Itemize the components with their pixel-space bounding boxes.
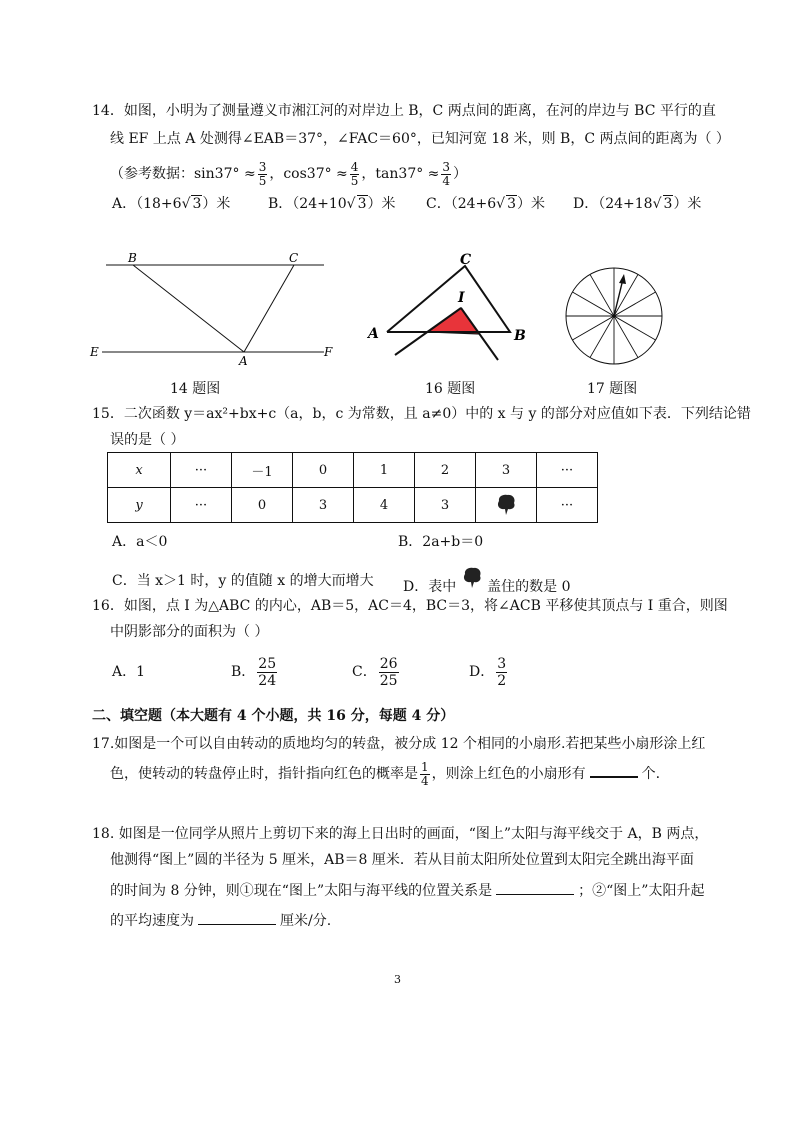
ink-blot-icon — [461, 565, 483, 591]
table-cell: ··· — [171, 453, 232, 488]
fig16-label-b: B — [514, 328, 526, 344]
figure-17 — [564, 266, 664, 366]
fig17-pointer-arrowhead — [619, 274, 626, 284]
fig17-caption: 17 题图 — [587, 381, 638, 397]
q14-option-d: D．（24+18√ 3）米 — [573, 196, 702, 212]
q17-line1: 17.如图是一个可以自由转动的质地均匀的转盘，被分成 12 个相同的小扇形.若把某些小扇形涂上红 — [92, 736, 706, 752]
section-2-heading: 二、填空题（本大题有 4 个小题，共 16 分，每题 4 分） — [92, 708, 455, 724]
q14-reference-data: （参考数据：sin37° ≈ $\frac{3}{5}$ ，cos37° ≈ $\frac{4}{5}$ ，tan37° ≈ $\frac{3}{4}$ ） — [110, 159, 468, 188]
ink-blot-icon — [495, 493, 517, 517]
fig16-label-a: A — [368, 326, 379, 342]
q16-option-a: A．1 — [112, 664, 146, 680]
fig14-segment-ab — [133, 265, 244, 352]
fig17-pointer — [614, 279, 623, 316]
table-cell: 3 — [476, 453, 537, 488]
q18-line4: 的平均速度为 厘米/分. — [110, 910, 331, 931]
fig16-caption: 16 题图 — [425, 381, 476, 397]
q16-option-d: D． $\frac{3}{2}$ — [469, 655, 507, 689]
fig14-label-c: C — [289, 251, 299, 265]
table-cell: y — [108, 488, 171, 523]
table-row — [108, 453, 598, 488]
q17-line2: 色，使转动的转盘停止时，指针指向红色的概率是 $\frac{1}{4}$ ，则涂上红色的小扇形有 个. — [110, 759, 661, 788]
q16-line1: 16．如图，点 I 为△ABC 的内心，AB＝5，AC＝4，BC＝3，将∠ACB 平移使其顶点与 I 重合，则图 — [92, 598, 728, 614]
q15-value-table — [107, 452, 598, 523]
table-cell: －1 — [232, 453, 293, 488]
table-row — [108, 488, 598, 523]
table-cell: 0 — [293, 453, 354, 488]
table-cell: 0 — [232, 488, 293, 523]
q17-answer-blank[interactable] — [590, 762, 638, 778]
q18-line2: 他测得“图上”圆的半径为 5 厘米，AB＝8 厘米．若从目前太阳所处位置到太阳完全跳出海平面 — [110, 852, 694, 868]
q18-line3: 的时间为 8 分钟，则①现在“图上”太阳与海平线的位置关系是 ；②“图上”太阳升起 — [110, 880, 704, 901]
page-number: 3 — [394, 973, 401, 986]
figure-16 — [360, 252, 540, 372]
q18-answer-blank-1[interactable] — [496, 880, 574, 895]
q15-line2: 误的是（ ） — [110, 432, 185, 448]
q16-line2: 中阴影部分的面积为（ ） — [110, 624, 269, 640]
q15-option-c: C．当 x＞1 时，y 的值随 x 的增大而增大 — [112, 573, 374, 589]
fig14-label-a: A — [239, 354, 248, 368]
q16-option-c: C． $\frac{26}{25}$ — [352, 655, 398, 689]
fig16-label-c: C — [460, 252, 472, 268]
table-cell: x — [108, 453, 171, 488]
q15-option-d: D．表中 盖住的数是 0 — [403, 571, 571, 597]
fig14-segment-ac — [244, 265, 294, 352]
table-cell: 3 — [415, 488, 476, 523]
table-cell: 3 — [293, 488, 354, 523]
fig14-label-b: B — [128, 251, 137, 265]
table-cell: ··· — [537, 488, 598, 523]
table-cell: 2 — [415, 453, 476, 488]
q14-line1: 14．如图，小明为了测量遵义市湘江河的对岸边上 B，C 两点间的距离，在河的岸边与 BC 平行的直 — [92, 103, 716, 119]
q15-line1: 15．二次函数 y＝ax²+bx+c（a，b，c 为常数，且 a≠0）中的 x 与 y 的部分对应值如下表．下列结论错 — [92, 406, 751, 422]
table-cell-covered — [476, 488, 537, 523]
fig16-label-i: I — [458, 290, 465, 306]
fig14-label-e: E — [90, 345, 99, 359]
table-cell: 1 — [354, 453, 415, 488]
fig14-label-f: F — [324, 345, 333, 359]
table-cell: ··· — [537, 453, 598, 488]
figure-14 — [88, 250, 338, 370]
q14-option-c: C．（24+6√ 3）米 — [426, 196, 546, 212]
q18-answer-blank-2[interactable] — [198, 910, 276, 925]
q14-option-b: B．（24+10√ 3）米 — [268, 196, 396, 212]
fig14-caption: 14 题图 — [170, 381, 221, 397]
table-cell: 4 — [354, 488, 415, 523]
q15-option-b: B．2a+b＝0 — [398, 534, 484, 550]
q16-option-b: B． $\frac{25}{24}$ — [231, 655, 277, 689]
q14-line2: 线 EF 上点 A 处测得∠EAB＝37°，∠FAC＝60°，已知河宽 18 米，则 B，C 两点间的距离为（ ） — [110, 131, 730, 147]
q14-option-a: A．（18+6√ 3）米 — [112, 196, 231, 212]
q15-option-a: A．a＜0 — [112, 534, 168, 550]
table-cell: ··· — [171, 488, 232, 523]
q18-line1: 18. 如图是一位同学从照片上剪切下来的海上日出时的画面，“图上”太阳与海平线交于 A，B 两点， — [92, 826, 709, 842]
